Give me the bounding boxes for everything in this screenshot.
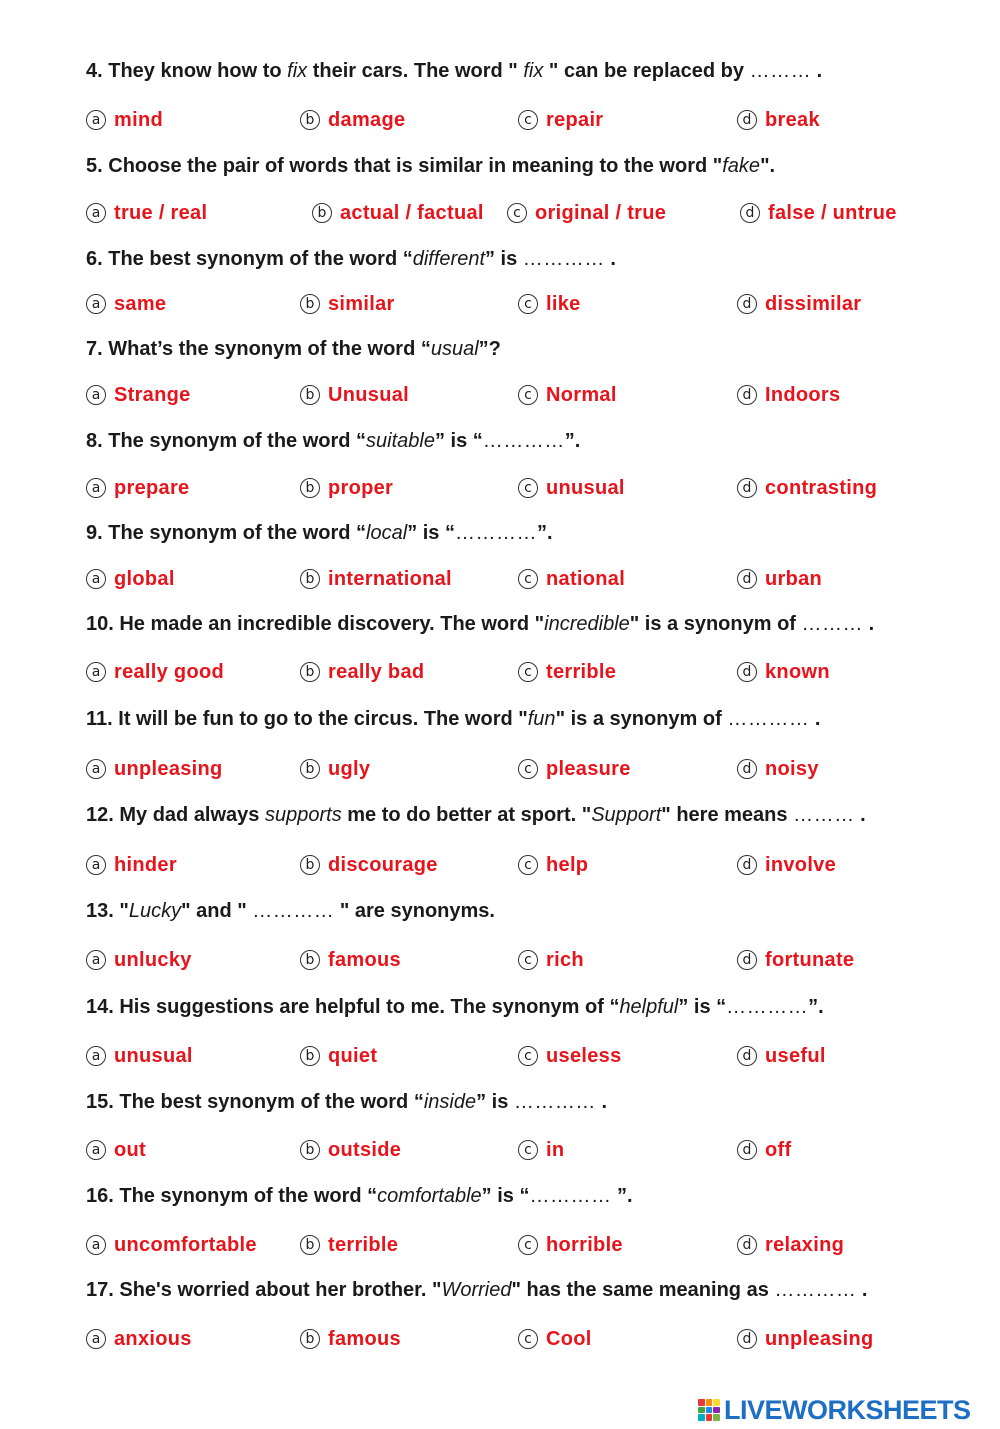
options-row <box>0 1136 1000 1164</box>
option-letter-icon: c <box>518 759 538 779</box>
option-d[interactable] <box>737 946 854 974</box>
question-7 <box>86 336 966 362</box>
question-number: 16. <box>86 1185 120 1207</box>
question-keyword: fix <box>287 60 308 82</box>
option-text: involve <box>765 853 837 876</box>
option-b[interactable] <box>300 106 405 134</box>
option-letter-icon: d <box>737 1046 757 1066</box>
question-text: . <box>856 1279 868 1301</box>
question-text: " has the same meaning as <box>511 1279 775 1301</box>
question-text: The synonym of the word “ <box>119 1185 378 1207</box>
question-number: 7. <box>86 338 109 360</box>
option-letter-icon: b <box>300 1235 320 1255</box>
option-text: pleasure <box>546 757 631 780</box>
option-text: like <box>546 292 581 315</box>
question-number: 12. <box>86 804 120 826</box>
option-text: unusual <box>546 476 625 499</box>
question-text: ”. <box>611 1185 633 1207</box>
option-text: Cool <box>546 1327 592 1350</box>
question-number: 13. <box>86 900 120 922</box>
option-text: unusual <box>114 1044 193 1067</box>
option-text: known <box>765 660 830 683</box>
question-text: " can be replaced by <box>543 60 750 82</box>
option-text: national <box>546 567 626 590</box>
option-text: international <box>328 567 452 590</box>
question-17 <box>86 1277 966 1303</box>
option-b[interactable] <box>300 474 393 502</box>
options-row <box>0 658 1000 686</box>
liveworksheets-logo <box>698 1395 971 1425</box>
question-number: 8. <box>86 430 109 452</box>
question-5 <box>86 153 966 179</box>
options-row <box>0 199 1000 227</box>
question-13 <box>86 898 966 924</box>
question-10 <box>86 611 966 637</box>
option-letter-icon: b <box>300 855 320 875</box>
option-c[interactable] <box>507 199 666 227</box>
option-text: in <box>546 1138 565 1161</box>
option-letter-icon: c <box>518 1235 538 1255</box>
option-a[interactable] <box>86 106 163 134</box>
question-keyword: local <box>366 522 408 544</box>
option-text: unpleasing <box>114 757 223 780</box>
option-d[interactable] <box>737 106 820 134</box>
question-text: She's worried about her brother. " <box>119 1279 442 1301</box>
question-number: 6. <box>86 248 109 270</box>
question-keyword: different <box>412 248 485 270</box>
question-8 <box>86 428 966 454</box>
option-text: Unusual <box>328 383 409 406</box>
option-text: repair <box>546 108 604 131</box>
option-letter-icon: d <box>737 294 757 314</box>
option-letter-icon: a <box>86 385 106 405</box>
option-letter-icon: a <box>86 569 106 589</box>
option-b[interactable] <box>300 1042 377 1070</box>
option-d[interactable] <box>737 755 819 783</box>
option-text: break <box>765 108 820 131</box>
answer-blank: ………… <box>482 430 565 452</box>
answer-blank: ………… <box>774 1279 857 1301</box>
option-text: contrasting <box>765 476 878 499</box>
option-b[interactable] <box>300 946 401 974</box>
option-text: fortunate <box>765 948 855 971</box>
logo-text: LIVEWORKSHEETS <box>724 1394 971 1425</box>
option-letter-icon: c <box>518 478 538 498</box>
option-a[interactable] <box>86 1231 257 1259</box>
options-row <box>0 851 1000 879</box>
question-number: 11. <box>86 708 119 730</box>
options-row <box>0 1325 1000 1353</box>
question-text: ”. <box>808 996 824 1018</box>
option-c[interactable] <box>518 1231 623 1259</box>
option-text: out <box>114 1138 146 1161</box>
answer-blank: ………… <box>529 1185 612 1207</box>
option-text: Strange <box>114 383 191 406</box>
option-letter-icon: c <box>518 569 538 589</box>
question-number: 15. <box>86 1091 120 1113</box>
question-keyword: Support <box>591 804 662 826</box>
question-text: He made an incredible discovery. The word " <box>119 613 545 635</box>
question-text: His suggestions are helpful to me. The synonym of “ <box>119 996 620 1018</box>
option-letter-icon: b <box>300 1140 320 1160</box>
option-text: famous <box>328 948 401 971</box>
option-c[interactable] <box>518 106 603 134</box>
option-b[interactable] <box>300 755 370 783</box>
option-text: uncomfortable <box>114 1233 257 1256</box>
question-text: . <box>854 804 866 826</box>
option-c[interactable] <box>518 290 581 318</box>
logo-grid-icon <box>698 1399 720 1421</box>
question-text: " is a synonym of <box>555 708 728 730</box>
option-b[interactable] <box>300 658 424 686</box>
option-letter-icon: c <box>518 385 538 405</box>
question-text: ” is <box>485 248 523 270</box>
option-d[interactable] <box>737 1136 791 1164</box>
option-letter-icon: a <box>86 203 106 223</box>
question-text: ” is “ <box>434 430 483 452</box>
option-letter-icon: a <box>86 1235 106 1255</box>
option-text: unlucky <box>114 948 192 971</box>
option-letter-icon: a <box>86 759 106 779</box>
option-d[interactable] <box>737 1231 844 1259</box>
question-text: me to do better at sport. " <box>341 804 592 826</box>
option-letter-icon: d <box>737 662 757 682</box>
question-text: They know how to <box>108 60 288 82</box>
option-text: original / true <box>535 201 667 224</box>
option-b[interactable] <box>300 1231 398 1259</box>
option-letter-icon: b <box>300 385 320 405</box>
option-text: terrible <box>546 660 617 683</box>
options-row <box>0 1231 1000 1259</box>
option-a[interactable] <box>86 565 175 593</box>
option-letter-icon: c <box>518 1140 538 1160</box>
question-14 <box>86 994 966 1020</box>
option-a[interactable] <box>86 1136 146 1164</box>
option-text: famous <box>328 1327 401 1350</box>
question-number: 4. <box>86 60 109 82</box>
question-keyword: fix <box>523 60 544 82</box>
option-a[interactable] <box>86 474 189 502</box>
option-a[interactable] <box>86 658 224 686</box>
question-keyword: suitable <box>366 430 435 452</box>
option-letter-icon: b <box>312 203 332 223</box>
option-text: really bad <box>328 660 425 683</box>
option-letter-icon: a <box>86 478 106 498</box>
question-number: 17. <box>86 1279 120 1301</box>
option-letter-icon: a <box>86 110 106 130</box>
question-text: ” is “ <box>481 1185 530 1207</box>
option-letter-icon: a <box>86 1140 106 1160</box>
option-d[interactable] <box>737 1325 874 1353</box>
option-letter-icon: d <box>737 478 757 498</box>
option-letter-icon: a <box>86 1329 106 1349</box>
option-letter-icon: d <box>737 385 757 405</box>
option-text: horrible <box>546 1233 623 1256</box>
answer-blank: ……… <box>793 804 855 826</box>
question-text: ” is “ <box>678 996 727 1018</box>
option-a[interactable] <box>86 851 177 879</box>
option-text: prepare <box>114 476 190 499</box>
option-c[interactable] <box>518 381 617 409</box>
option-text: damage <box>328 108 406 131</box>
option-letter-icon: d <box>737 855 757 875</box>
question-text: Choose the pair of words that is similar in meaning to the word " <box>108 155 723 177</box>
option-d[interactable] <box>737 474 877 502</box>
option-text: really good <box>114 660 224 683</box>
option-letter-icon: b <box>300 950 320 970</box>
option-letter-icon: c <box>518 294 538 314</box>
option-text: proper <box>328 476 394 499</box>
option-d[interactable] <box>737 1042 826 1070</box>
option-text: useless <box>546 1044 622 1067</box>
option-text: ugly <box>328 757 371 780</box>
question-16 <box>86 1183 966 1209</box>
options-row <box>0 946 1000 974</box>
question-text: My dad always <box>119 804 265 826</box>
options-row <box>0 565 1000 593</box>
question-text: " here means <box>661 804 794 826</box>
options-row <box>0 381 1000 409</box>
option-b[interactable] <box>300 565 452 593</box>
answer-blank: ……… <box>801 613 864 635</box>
question-keyword: inside <box>423 1091 477 1113</box>
question-text: ". <box>760 155 776 177</box>
option-text: terrible <box>328 1233 399 1256</box>
option-b[interactable] <box>300 1136 401 1164</box>
option-text: Normal <box>546 383 617 406</box>
option-letter-icon: a <box>86 950 106 970</box>
option-a[interactable] <box>86 199 207 227</box>
question-text: . <box>863 613 875 635</box>
answer-blank: ………… <box>727 708 810 730</box>
question-keyword: supports <box>264 804 342 826</box>
option-a[interactable] <box>86 1042 193 1070</box>
options-row <box>0 1042 1000 1070</box>
question-4 <box>86 58 966 84</box>
options-row <box>0 755 1000 783</box>
answer-blank: ………… <box>726 996 809 1018</box>
option-letter-icon: a <box>86 855 106 875</box>
question-number: 10. <box>86 613 120 635</box>
option-text: false / untrue <box>768 201 897 224</box>
option-d[interactable] <box>740 199 897 227</box>
option-text: discourage <box>328 853 438 876</box>
option-letter-icon: b <box>300 569 320 589</box>
option-c[interactable] <box>518 565 625 593</box>
option-text: similar <box>328 292 395 315</box>
option-text: unpleasing <box>765 1327 874 1350</box>
question-text: their cars. The word " <box>307 60 524 82</box>
option-c[interactable] <box>518 755 631 783</box>
question-number: 9. <box>86 522 109 544</box>
option-letter-icon: b <box>300 759 320 779</box>
option-c[interactable] <box>518 1325 592 1353</box>
option-text: actual / factual <box>340 201 484 224</box>
option-a[interactable] <box>86 1325 192 1353</box>
option-letter-icon: c <box>518 110 538 130</box>
option-letter-icon: b <box>300 478 320 498</box>
option-a[interactable] <box>86 755 223 783</box>
answer-blank: ……… <box>749 60 812 82</box>
option-c[interactable] <box>518 658 616 686</box>
options-row <box>0 290 1000 318</box>
option-letter-icon: d <box>737 569 757 589</box>
option-text: anxious <box>114 1327 192 1350</box>
question-keyword: fun <box>527 708 556 730</box>
option-text: relaxing <box>765 1233 845 1256</box>
option-text: same <box>114 292 167 315</box>
option-letter-icon: a <box>86 662 106 682</box>
options-row <box>0 106 1000 134</box>
question-keyword: usual <box>430 338 479 360</box>
question-text: What’s the synonym of the word “ <box>108 338 431 360</box>
option-text: noisy <box>765 757 819 780</box>
option-a[interactable] <box>86 946 192 974</box>
question-text: " is a synonym of <box>629 613 802 635</box>
question-text: . <box>809 708 821 730</box>
question-number: 5. <box>86 155 109 177</box>
option-letter-icon: b <box>300 662 320 682</box>
option-letter-icon: c <box>518 1046 538 1066</box>
question-keyword: incredible <box>544 613 630 635</box>
option-letter-icon: d <box>737 950 757 970</box>
option-letter-icon: d <box>737 1235 757 1255</box>
option-text: global <box>114 567 175 590</box>
option-text: dissimilar <box>765 292 862 315</box>
option-letter-icon: c <box>518 855 538 875</box>
option-d[interactable] <box>737 658 830 686</box>
question-text: " and " <box>181 900 253 922</box>
option-letter-icon: c <box>518 662 538 682</box>
option-b[interactable] <box>300 381 409 409</box>
question-text: The synonym of the word “ <box>108 522 367 544</box>
option-d[interactable] <box>737 565 822 593</box>
question-text: " are synonyms. <box>334 900 495 922</box>
option-c[interactable] <box>518 1042 622 1070</box>
option-d[interactable] <box>737 851 836 879</box>
option-text: hinder <box>114 853 177 876</box>
option-c[interactable] <box>518 946 584 974</box>
option-a[interactable] <box>86 290 166 318</box>
option-letter-icon: d <box>737 759 757 779</box>
question-6 <box>86 246 966 272</box>
question-text: The synonym of the word “ <box>108 430 367 452</box>
question-11 <box>86 706 966 732</box>
option-letter-icon: d <box>737 1329 757 1349</box>
question-text: It will be fun to go to the circus. The word " <box>118 708 528 730</box>
options-row <box>0 474 1000 502</box>
option-b[interactable] <box>312 199 484 227</box>
option-a[interactable] <box>86 381 191 409</box>
question-keyword: comfortable <box>377 1185 482 1207</box>
option-text: quiet <box>328 1044 378 1067</box>
question-text: ” is <box>476 1091 514 1113</box>
option-letter-icon: c <box>507 203 527 223</box>
question-keyword: Lucky <box>128 900 182 922</box>
option-b[interactable] <box>300 290 395 318</box>
answer-blank: ………… <box>522 248 605 270</box>
option-c[interactable] <box>518 1136 564 1164</box>
answer-blank: ………… <box>252 900 335 922</box>
question-text: ”? <box>478 338 501 360</box>
option-text: Indoors <box>765 383 841 406</box>
question-text: " <box>119 900 129 922</box>
question-text: The best synonym of the word “ <box>119 1091 424 1113</box>
option-c[interactable] <box>518 851 588 879</box>
question-9 <box>86 520 966 546</box>
option-letter-icon: b <box>300 110 320 130</box>
option-letter-icon: b <box>300 294 320 314</box>
option-letter-icon: d <box>737 1140 757 1160</box>
option-letter-icon: b <box>300 1329 320 1349</box>
option-text: urban <box>765 567 823 590</box>
option-text: mind <box>114 108 163 131</box>
answer-blank: ………… <box>454 522 537 544</box>
option-text: help <box>546 853 589 876</box>
option-b[interactable] <box>300 1325 401 1353</box>
question-text: ”. <box>536 522 553 544</box>
option-letter-icon: d <box>737 110 757 130</box>
answer-blank: ………… <box>513 1091 596 1113</box>
question-keyword: fake <box>722 155 761 177</box>
option-text: off <box>765 1138 792 1161</box>
question-12 <box>86 802 966 828</box>
question-text: The best synonym of the word “ <box>108 248 413 270</box>
question-text: ”. <box>564 430 581 452</box>
option-letter-icon: d <box>740 203 760 223</box>
question-text: . <box>604 248 616 270</box>
question-text: ” is “ <box>407 522 455 544</box>
option-text: rich <box>546 948 584 971</box>
option-b[interactable] <box>300 851 438 879</box>
question-number: 14. <box>86 996 120 1018</box>
question-text: . <box>595 1091 608 1113</box>
question-keyword: Worried <box>441 1279 512 1301</box>
option-letter-icon: a <box>86 1046 106 1066</box>
option-letter-icon: a <box>86 294 106 314</box>
option-text: outside <box>328 1138 402 1161</box>
question-keyword: helpful <box>619 996 679 1018</box>
question-text: . <box>811 60 823 82</box>
option-d[interactable] <box>737 290 861 318</box>
option-text: true / real <box>114 201 208 224</box>
question-15 <box>86 1089 966 1115</box>
option-letter-icon: c <box>518 1329 538 1349</box>
option-letter-icon: c <box>518 950 538 970</box>
option-c[interactable] <box>518 474 625 502</box>
option-text: useful <box>765 1044 826 1067</box>
option-letter-icon: b <box>300 1046 320 1066</box>
option-d[interactable] <box>737 381 840 409</box>
